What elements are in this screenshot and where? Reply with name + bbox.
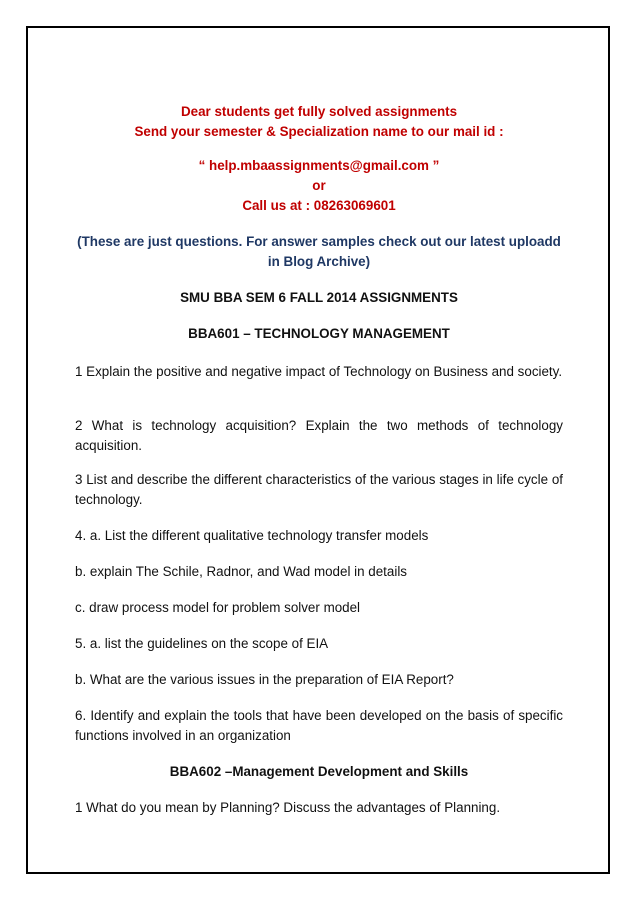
course1-question-4a: 4. a. List the different qualitative technology transfer models: [75, 528, 429, 543]
page-frame: [26, 26, 610, 874]
course1-question-4c: c. draw process model for problem solver model: [75, 600, 361, 615]
course1-question-1: 1 Explain the positive and negative impact of Technology on Business and society.: [75, 364, 563, 379]
notice-phone: Call us at : 08263069601: [242, 198, 396, 213]
document-title: SMU BBA SEM 6 FALL 2014 ASSIGNMENTS: [180, 290, 458, 305]
course1-question-6: 6. Identify and explain the tools that have been developed on the basis of specific functions involved in an organization: [75, 708, 563, 743]
notice-or: or: [312, 178, 326, 193]
notice-note: (These are just questions. For answer samples check out our latest uploadd in Blog Archive): [77, 234, 561, 269]
course2-title: BBA602 –Management Development and Skills: [169, 764, 469, 779]
course1-question-2: 2 What is technology acquisition? Explain the two methods of technology acquisition.: [75, 418, 563, 453]
notice-line-2: Send your semester & Specialization name to our mail id :: [134, 124, 504, 139]
course2-question-1: 1 What do you mean by Planning? Discuss the advantages of Planning.: [75, 800, 501, 815]
course1-question-5b: b. What are the various issues in the preparation of EIA Report?: [75, 672, 454, 687]
course1-question-3: 3 List and describe the different characteristics of the various stages in life cycle of technology.: [75, 472, 563, 507]
course1-question-5a: 5. a. list the guidelines on the scope of EIA: [75, 636, 329, 651]
notice-line-1: Dear students get fully solved assignments: [180, 104, 458, 119]
course1-question-4b: b. explain The Schile, Radnor, and Wad model in details: [75, 564, 407, 579]
notice-email: “ help.mbaassignments@gmail.com ”: [198, 158, 440, 173]
course1-title: BBA601 – TECHNOLOGY MANAGEMENT: [188, 326, 450, 341]
